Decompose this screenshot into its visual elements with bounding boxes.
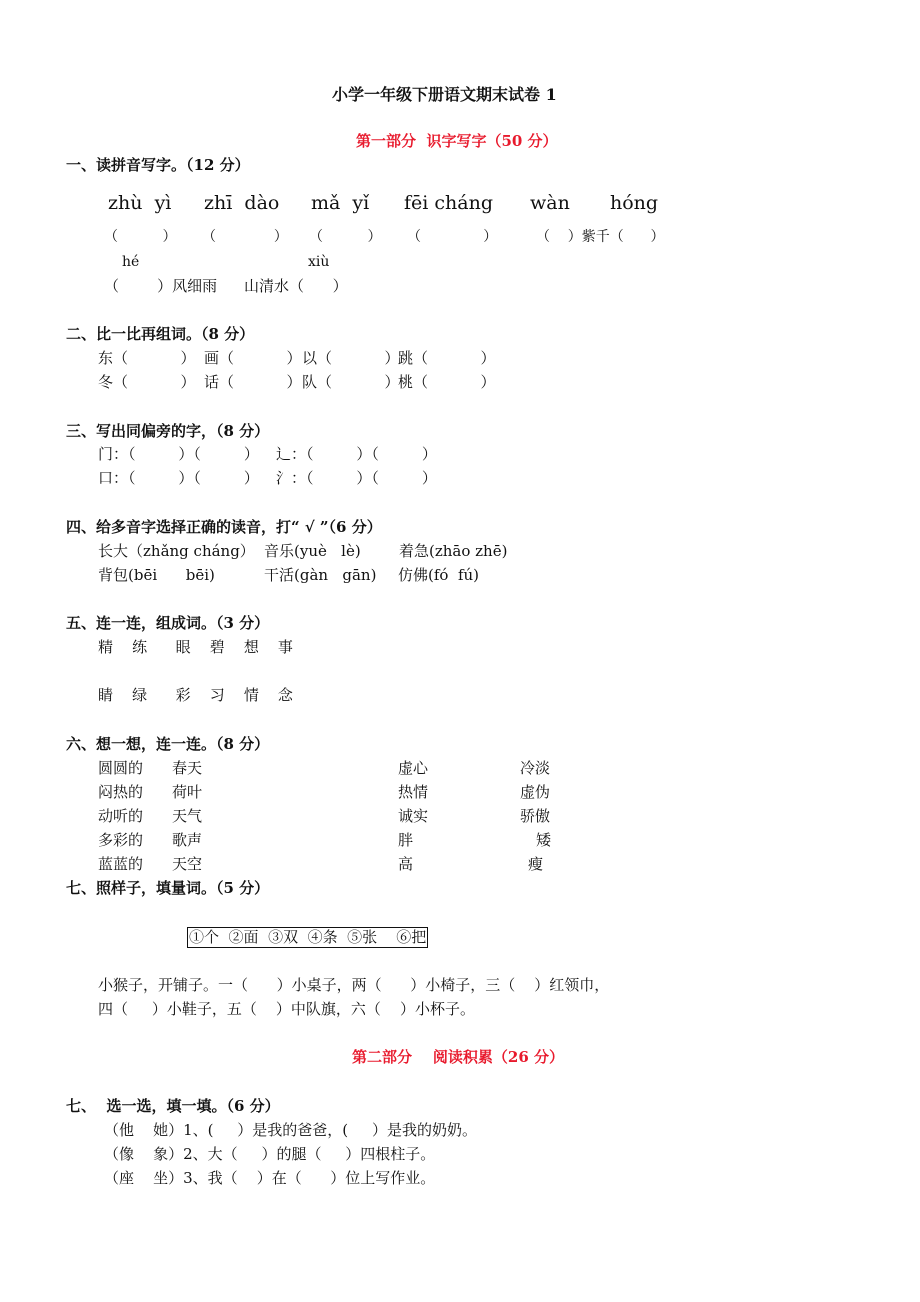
noun[interactable]: 天气 bbox=[172, 807, 203, 825]
choose-fill-line-1[interactable]: （他 她）1、( ）是我的爸爸，( ）是我的奶奶。 bbox=[104, 1121, 478, 1139]
polyphone-item[interactable]: 音乐(yuè lè) bbox=[264, 542, 361, 560]
radical-row[interactable]: 门：（ ）（ ） bbox=[98, 445, 259, 463]
antonym-right[interactable]: 矮 bbox=[536, 831, 552, 849]
adjective[interactable]: 动听的 bbox=[98, 807, 144, 825]
radical-row[interactable]: 氵：（ ）（ ） bbox=[276, 469, 437, 487]
noun[interactable]: 天空 bbox=[172, 855, 203, 873]
noun[interactable]: 荷叶 bbox=[172, 783, 203, 801]
section-1-heading: 一、读拼音写字。（12 分） bbox=[66, 156, 250, 174]
idiom-blank-1[interactable]: （ ）风细雨 bbox=[104, 277, 218, 295]
radical-row[interactable]: 辶：（ ）（ ） bbox=[276, 445, 437, 463]
adjective[interactable]: 圆圆的 bbox=[98, 759, 144, 777]
section-4-heading: 四、给多音字选择正确的读音，打“ √ ”（6 分） bbox=[66, 518, 382, 536]
pinyin-he: hé bbox=[122, 254, 140, 270]
compare-item[interactable]: 以（ ） bbox=[302, 349, 400, 367]
part-one-heading: 第一部分 识字写字（50 分） bbox=[356, 132, 558, 150]
antonym-left[interactable]: 高 bbox=[398, 855, 414, 873]
adjective[interactable]: 蓝蓝的 bbox=[98, 855, 144, 873]
section-2-heading: 二、比一比再组词。（8 分） bbox=[66, 325, 255, 343]
section-7-heading: 七、照样子，填量词。（5 分） bbox=[66, 879, 270, 897]
antonym-right[interactable]: 瘦 bbox=[528, 855, 544, 873]
compare-item[interactable]: 东（ ） bbox=[98, 349, 196, 367]
antonym-right[interactable]: 骄傲 bbox=[520, 807, 551, 825]
polyphone-item[interactable]: 背包(bēi bēi) bbox=[98, 566, 215, 584]
match-row-1[interactable]: 精 练 眼 碧 想 事 bbox=[98, 638, 293, 656]
answer-blank-5[interactable]: （ ）紫千（ ） bbox=[536, 229, 665, 245]
measure-word-line-2[interactable]: 四（ ）小鞋子，五（ ）中队旗，六（ ）小杯子。 bbox=[98, 1000, 475, 1018]
antonym-right[interactable]: 冷淡 bbox=[520, 759, 551, 777]
answer-blank-2[interactable]: （ ） bbox=[202, 229, 288, 245]
idiom-blank-2[interactable]: 山清水（ ） bbox=[244, 277, 348, 295]
pinyin-5: wàn bbox=[530, 192, 570, 214]
antonym-left[interactable]: 诚实 bbox=[398, 807, 429, 825]
measure-word-line-1[interactable]: 小猴子，开铺子。一（ ）小桌子，两（ ）小椅子，三（ ）红领巾， bbox=[98, 976, 610, 994]
compare-item[interactable]: 画（ ） bbox=[204, 349, 302, 367]
section-3-heading: 三、写出同偏旁的字，（8 分） bbox=[66, 422, 270, 440]
part-two-heading: 第二部分 阅读积累（26 分） bbox=[352, 1048, 564, 1066]
antonym-left[interactable]: 胖 bbox=[398, 831, 414, 849]
page-title: 小学一年级下册语文期末试卷 1 bbox=[332, 85, 557, 104]
answer-blank-1[interactable]: （ ） bbox=[104, 229, 177, 245]
section-8-heading: 七、 选一选，填一填。（6 分） bbox=[66, 1097, 280, 1115]
compare-item[interactable]: 话（ ） bbox=[204, 373, 302, 391]
adjective[interactable]: 闷热的 bbox=[98, 783, 144, 801]
compare-item[interactable]: 队（ ） bbox=[302, 373, 400, 391]
answer-blank-4[interactable]: （ ） bbox=[407, 229, 498, 245]
section-6-heading: 六、想一想，连一连。（8 分） bbox=[66, 735, 270, 753]
pinyin-1: zhù yì bbox=[108, 192, 172, 214]
polyphone-item[interactable]: 仿佛(fó fú) bbox=[398, 566, 480, 584]
antonym-left[interactable]: 热情 bbox=[398, 783, 429, 801]
pinyin-2: zhī dào bbox=[204, 192, 280, 214]
radical-row[interactable]: 口：（ ）（ ） bbox=[98, 469, 259, 487]
answer-blank-3[interactable]: （ ） bbox=[309, 229, 382, 245]
polyphone-item[interactable]: 着急(zhāo zhē) bbox=[399, 542, 508, 560]
pinyin-4: fēi cháng bbox=[404, 192, 493, 214]
measure-word-box: ①个 ②面 ③双 ④条 ⑤张 ⑥把 bbox=[189, 928, 427, 946]
section-5-heading: 五、连一连，组成词。（3 分） bbox=[66, 614, 270, 632]
noun[interactable]: 春天 bbox=[172, 759, 203, 777]
compare-item[interactable]: 冬（ ） bbox=[98, 373, 196, 391]
adjective[interactable]: 多彩的 bbox=[98, 831, 144, 849]
choose-fill-line-3[interactable]: （座 坐）3、我（ ）在（ ）位上写作业。 bbox=[104, 1169, 436, 1187]
pinyin-3: mǎ yǐ bbox=[311, 192, 370, 214]
match-row-2[interactable]: 睛 绿 彩 习 情 念 bbox=[98, 686, 293, 704]
pinyin-xiu: xiù bbox=[308, 254, 330, 270]
choose-fill-line-2[interactable]: （像 象）2、大（ ）的腿（ ）四根柱子。 bbox=[104, 1145, 436, 1163]
compare-item[interactable]: 跳（ ） bbox=[398, 349, 496, 367]
antonym-right[interactable]: 虚伪 bbox=[520, 783, 551, 801]
noun[interactable]: 歌声 bbox=[172, 831, 203, 849]
pinyin-6: hóng bbox=[610, 192, 659, 214]
polyphone-item[interactable]: 干活(gàn gān) bbox=[264, 566, 377, 584]
antonym-left[interactable]: 虚心 bbox=[398, 759, 429, 777]
compare-item[interactable]: 桃（ ） bbox=[398, 373, 496, 391]
polyphone-item[interactable]: 长大（zhǎng cháng） bbox=[98, 542, 255, 560]
